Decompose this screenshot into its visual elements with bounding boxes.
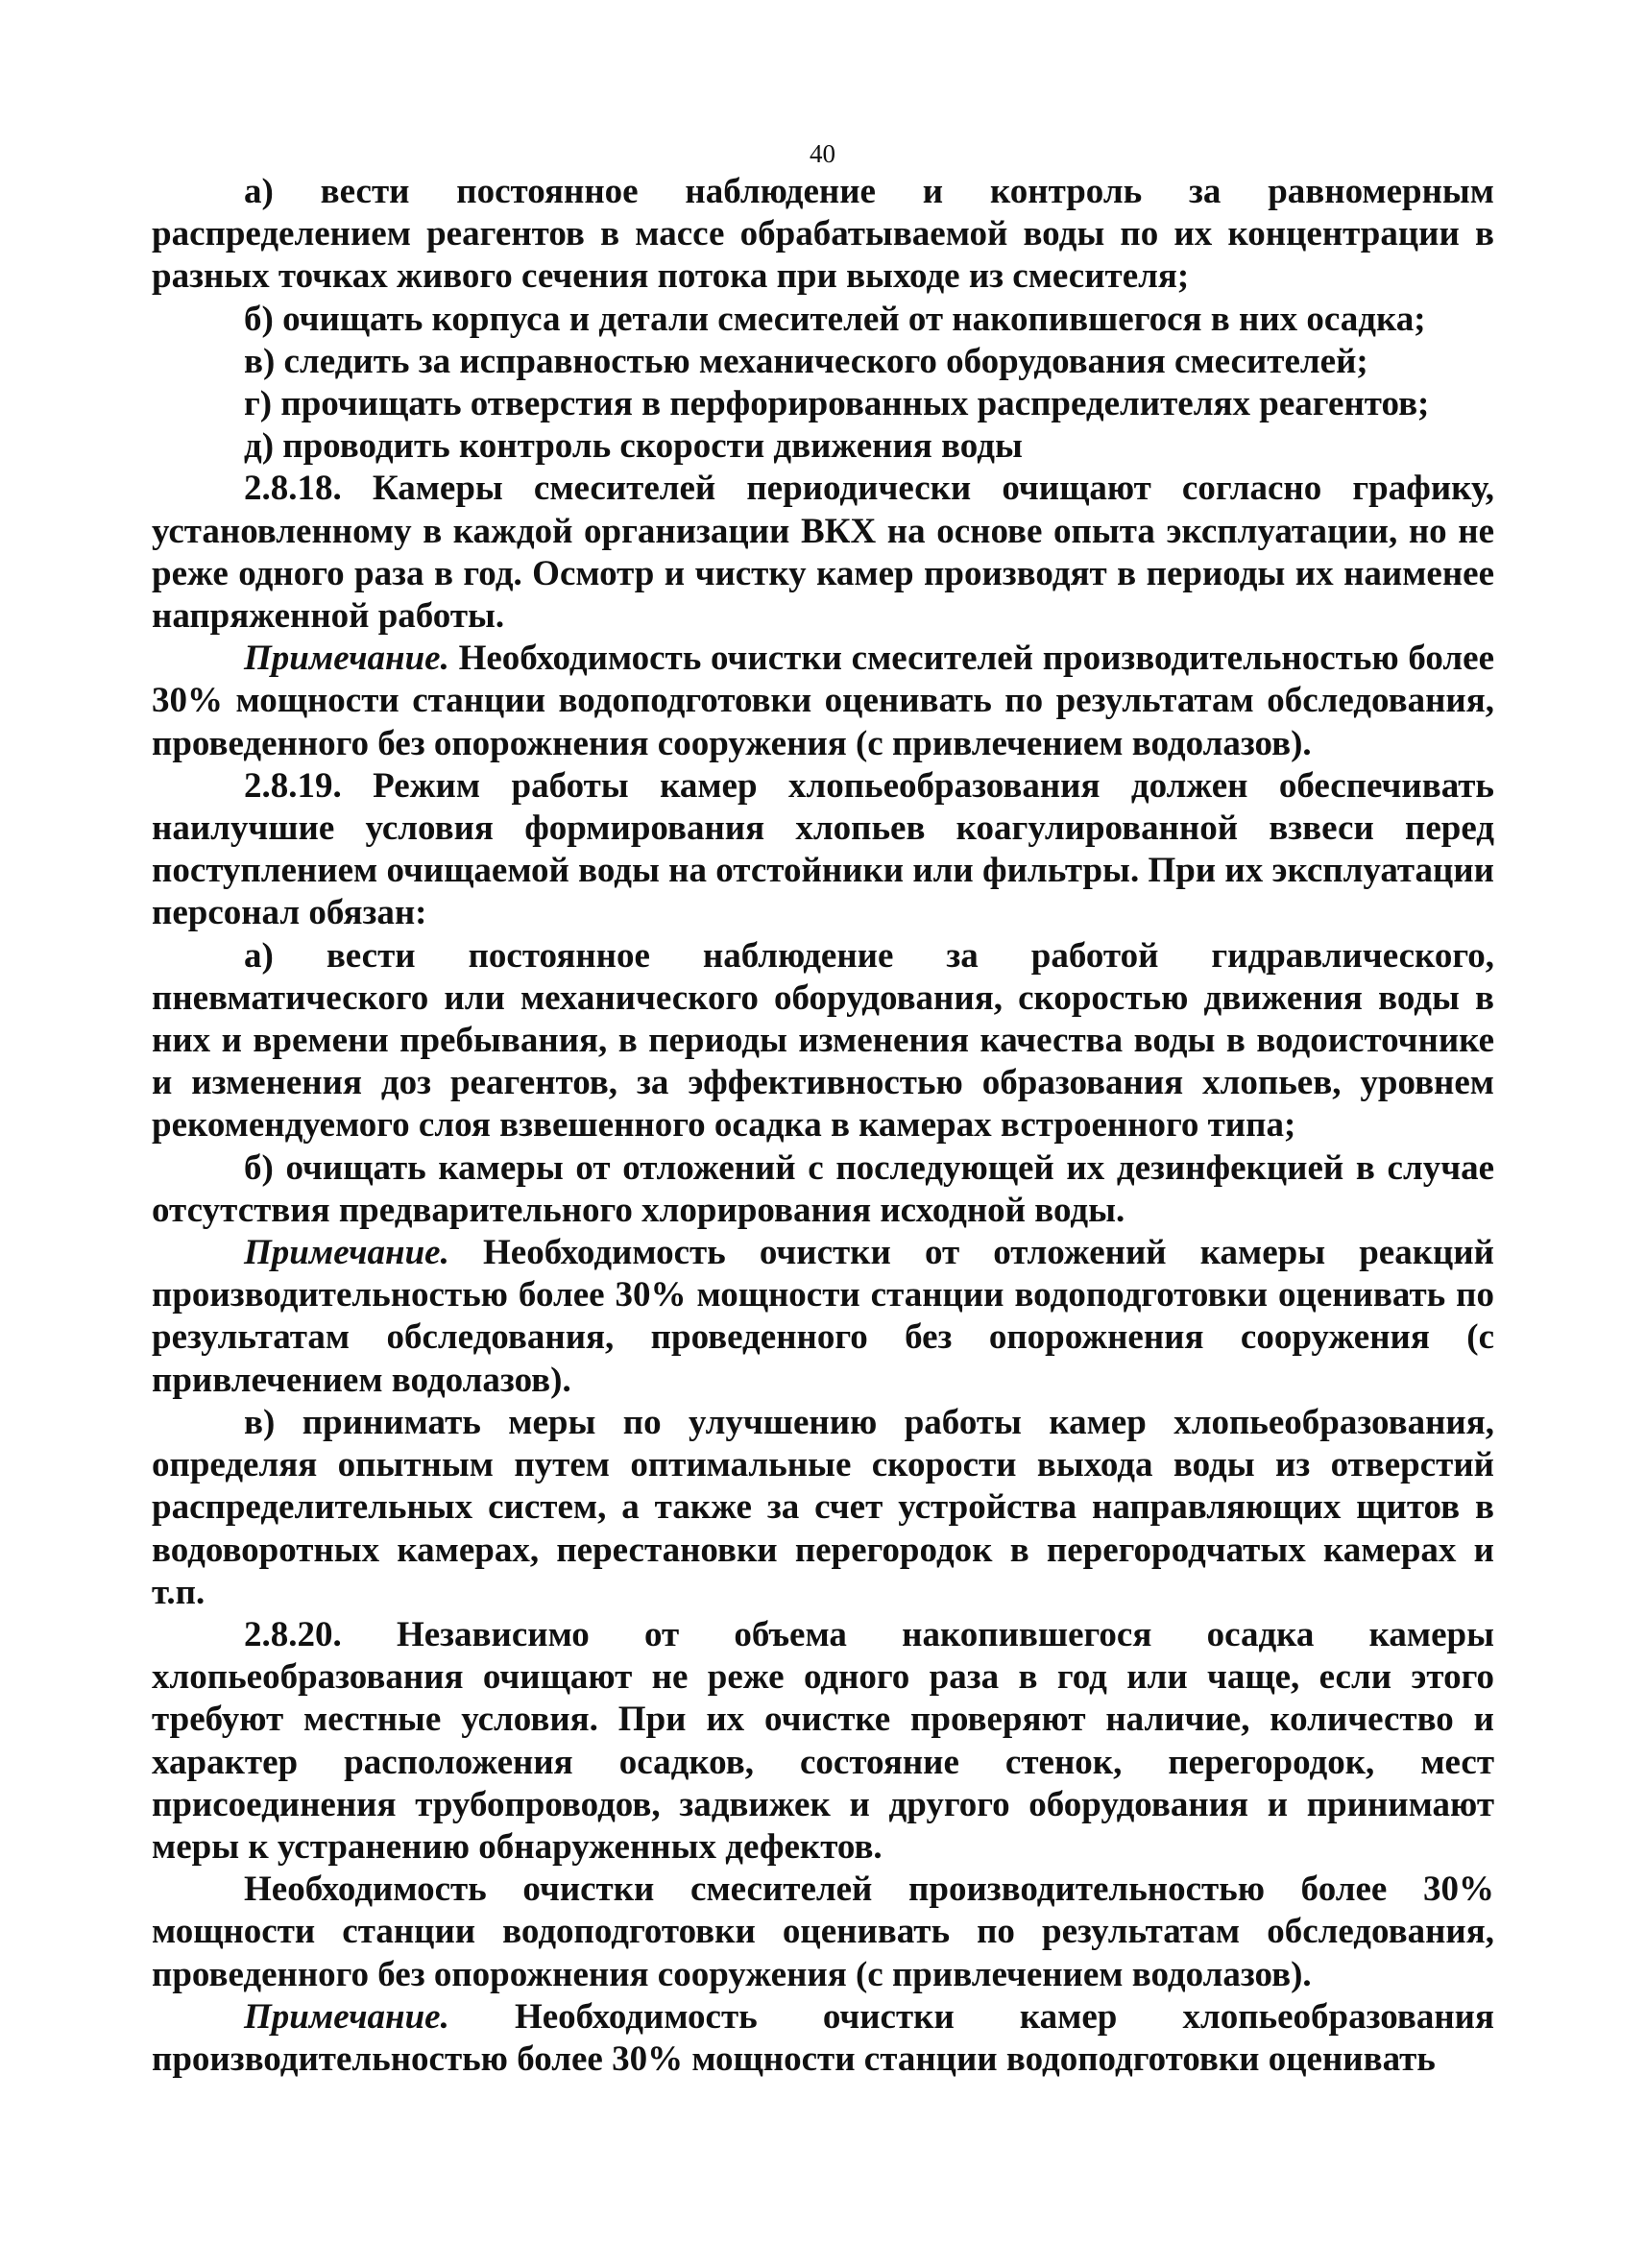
paragraph-text: Необходимость очистки камер хлопьеобразования производительностью более 30% мощности станции водоподготовки оценивать	[152, 1996, 1494, 2079]
note-label: Примечание.	[244, 1996, 449, 2037]
paragraph-text: а) вести постоянное наблюдение за работой гидравлического, пневматического или механического оборудования, скоростью движения воды в них и времени пребывания, в периоды изменения качества воды в водоисточнике и изменения доз реагентов, за эффективностью образования хлопьев, уровнем рекомендуемого слоя взвешенного осадка в камерах встроенного типа;	[152, 935, 1494, 1146]
paragraph-note-mixers	[152, 638, 1494, 765]
paragraph-text: 2.8.18. Камеры смесителей периодически очищают согласно графику, установленному в каждой организации ВКХ на основе опыта эксплуатации, но не реже одного раза в год. Осмотр и чистку камер производят в периоды их наименее напряженной работы.	[152, 469, 1494, 637]
paragraph-item-v-chambers	[152, 1402, 1494, 1614]
paragraph-text: а) вести постоянное наблюдение и контроль за равномерным распределением реагентов в массе обрабатываемой воды по их концентрации в разных точках живого сечения потока при выходе из смесителя;	[152, 172, 1494, 297]
paragraph-item-b-mixer	[152, 299, 1494, 341]
note-label: Примечание.	[244, 639, 449, 679]
note-label: Примечание.	[244, 1233, 449, 1273]
paragraph-note-flocculation	[152, 1996, 1494, 2081]
paragraph-item-a-chambers	[152, 935, 1494, 1147]
paragraph-mixer-cleaning	[152, 1869, 1494, 1996]
paragraph-text: 2.8.19. Режим работы камер хлопьеобразования должен обеспечивать наилучшие условия формирования хлопьев коагулированной взвеси перед поступлением очищаемой воды на отстойники или фильтры. При их эксплуатации персонал обязан:	[152, 765, 1494, 933]
paragraph-item-g-mixer	[152, 383, 1494, 425]
paragraph-note-reaction-chambers	[152, 1232, 1494, 1402]
document-body	[152, 171, 1494, 2081]
paragraph-text: б) очищать корпуса и детали смесителей от накопившегося в них осадка;	[244, 299, 1426, 339]
paragraph-text: Необходимость очистки от отложений камеры реакций производительностью более 30% мощности станции водоподготовки оценивать по результатам обследования, проведенного без опорожнения сооружения (с привлечением водолазов).	[152, 1233, 1494, 1400]
page-number: 40	[810, 139, 835, 168]
paragraph-section-2-8-18	[152, 468, 1494, 638]
paragraph-text: в) следить за исправностью механического оборудования смесителей;	[244, 341, 1368, 381]
paragraph-item-b-chambers	[152, 1147, 1494, 1232]
paragraph-section-2-8-20	[152, 1614, 1494, 1869]
paragraph-item-v-mixer	[152, 341, 1494, 383]
paragraph-text: г) прочищать отверстия в перфорированных распределителях реагентов;	[244, 384, 1430, 424]
paragraph-section-2-8-19	[152, 765, 1494, 935]
paragraph-item-d-mixer	[152, 425, 1494, 468]
paragraph-text: Необходимость очистки смесителей производительностью более 30% мощности станции водоподготовки оценивать по результатам обследования, проведенного без опорожнения сооружения (с привлечением водолазов).	[152, 639, 1494, 763]
paragraph-text: д) проводить контроль скорости движения воды	[244, 426, 1023, 467]
paragraph-text: б) очищать камеры от отложений с последующей их дезинфекцией в случае отсутствия предварительного хлорирования исходной воды.	[152, 1147, 1494, 1230]
paragraph-text: Необходимость очистки смесителей производительностью более 30% мощности станции водоподготовки оценивать по результатам обследования, проведенного без опорожнения сооружения (с привлечением водолазов).	[152, 1870, 1494, 1994]
paragraph-item-a-mixer	[152, 171, 1494, 299]
paragraph-text: 2.8.20. Независимо от объема накопившегося осадка камеры хлопьеобразования очищают не реже одного раза в год или чаще, если этого требуют местные условия. При их очистке проверяют наличие, количество и характер расположения осадков, состояние стенок, перегородок, мест присоединения трубопроводов, задвижек и другого оборудования и принимают меры к устранению обнаруженных дефектов.	[152, 1614, 1494, 1867]
paragraph-text: в) принимать меры по улучшению работы камер хлопьеобразования, определяя опытным путем оптимальные скорости выхода воды из отверстий распределительных систем, а также за счет устройства направляющих щитов в водоворотных камерах, перестановки перегородок в перегородчатых камерах и т.п.	[152, 1402, 1494, 1612]
